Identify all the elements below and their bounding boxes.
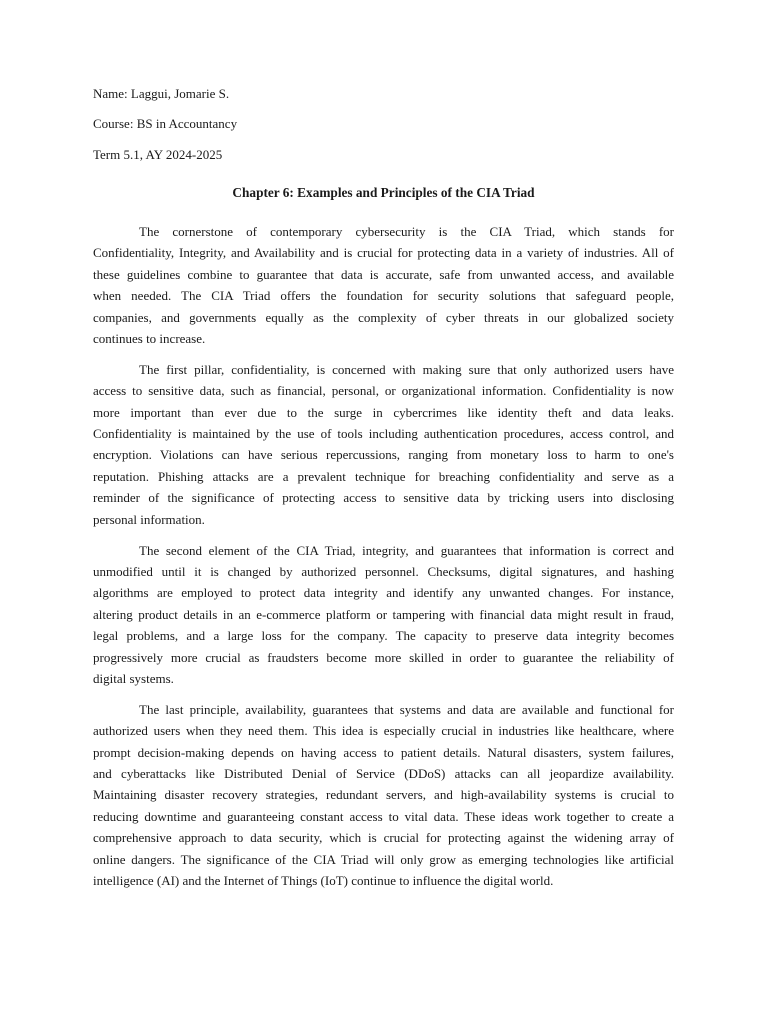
text-line: legal problems, and a large loss for the company. The capacity to preserve data integrity becomes <box>93 628 674 644</box>
text-line: The cornerstone of contemporary cybersecurity is the CIA Triad, which stands for <box>139 223 674 239</box>
text-line: personal information. <box>93 511 205 527</box>
text-line: access to sensitive data, such as financial, personal, or organizational information. Confidentiality is now <box>93 383 674 399</box>
text-line: encryption. Violations can have serious repercussions, ranging from monetary loss to harm to one's <box>93 447 674 463</box>
text-line: The second element of the CIA Triad, integrity, and guarantees that information is correct and <box>139 542 674 558</box>
text-line: altering product details in an e-commerce platform or tampering with financial data might result in fraud, <box>93 606 674 622</box>
text-line: progressively more crucial as fraudsters become more skilled in order to guarantee the reliability of <box>93 649 674 665</box>
text-line: reminder of the significance of protecting access to sensitive data by tricking users into disclosing <box>93 490 674 506</box>
text-line: comprehensive approach to data security, which is crucial for protecting against the widening array of <box>93 830 674 846</box>
document-body <box>93 83 674 901</box>
text-line: Maintaining disaster recovery strategies, redundant servers, and high-availability systems is crucial to <box>93 787 674 803</box>
student-name: Name: Laggui, Jomarie S. <box>93 86 230 101</box>
text-line: when needed. The CIA Triad offers the foundation for security solutions that safeguard people, <box>93 288 674 304</box>
text-line: digital systems. <box>93 670 174 686</box>
course-info: Course: BS in Accountancy <box>93 116 238 132</box>
text-line: Confidentiality, Integrity, and Availability and is crucial for protecting data in a variety of industries. All of <box>93 245 674 261</box>
text-line: and cyberattacks like Distributed Denial of Service (DDoS) attacks can all jeopardize availability. <box>93 766 674 782</box>
text-line: prompt decision-making depends on having access to patient details. Natural disasters, system failures, <box>93 744 674 760</box>
paragraph-3 <box>93 540 674 690</box>
paragraph-4 <box>93 699 674 892</box>
text-line: authorized users when they need them. This idea is especially crucial in industries like healthcare, where <box>93 723 674 739</box>
text-line: reducing downtime and guaranteeing constant access to vital data. These ideas work together to create a <box>93 808 674 824</box>
text-line: intelligence (AI) and the Internet of Things (IoT) continue to influence the digital world. <box>93 873 554 889</box>
text-line: The first pillar, confidentiality, is concerned with making sure that only authorized users have <box>139 361 674 377</box>
term-info: Term 5.1, AY 2024-2025 <box>93 146 223 162</box>
text-line: Confidentiality is maintained by the use of tools including authentication procedures, access control, and <box>93 426 674 442</box>
text-line: unmodified until it is changed by authorized personnel. Checksums, digital signatures, and hashing <box>93 563 674 579</box>
text-line: online dangers. The significance of the CIA Triad will only grow as emerging technologies like artificial <box>93 851 674 867</box>
text-line: companies, and governments equally as the complexity of cyber threats in our globalized society <box>93 309 674 325</box>
chapter-title: Chapter 6: Examples and Principles of the CIA Triad <box>232 184 535 200</box>
text-line: algorithms are employed to protect data integrity and identify any unwanted changes. For instance, <box>93 585 674 601</box>
text-line: reputation. Phishing attacks are a prevalent technique for breaching confidentiality and serve as a <box>93 468 674 484</box>
text-line: these guidelines combine to guarantee that data is accurate, safe from unwanted access, and available <box>93 266 674 282</box>
paragraph-2 <box>93 359 674 530</box>
paragraph-1 <box>93 221 674 349</box>
text-line: continues to increase. <box>93 330 206 346</box>
text-line: The last principle, availability, guarantees that systems and data are available and functional for <box>139 701 674 717</box>
text-line: more important than ever due to the surge in cybercrimes like identity theft and data leaks. <box>93 404 674 420</box>
